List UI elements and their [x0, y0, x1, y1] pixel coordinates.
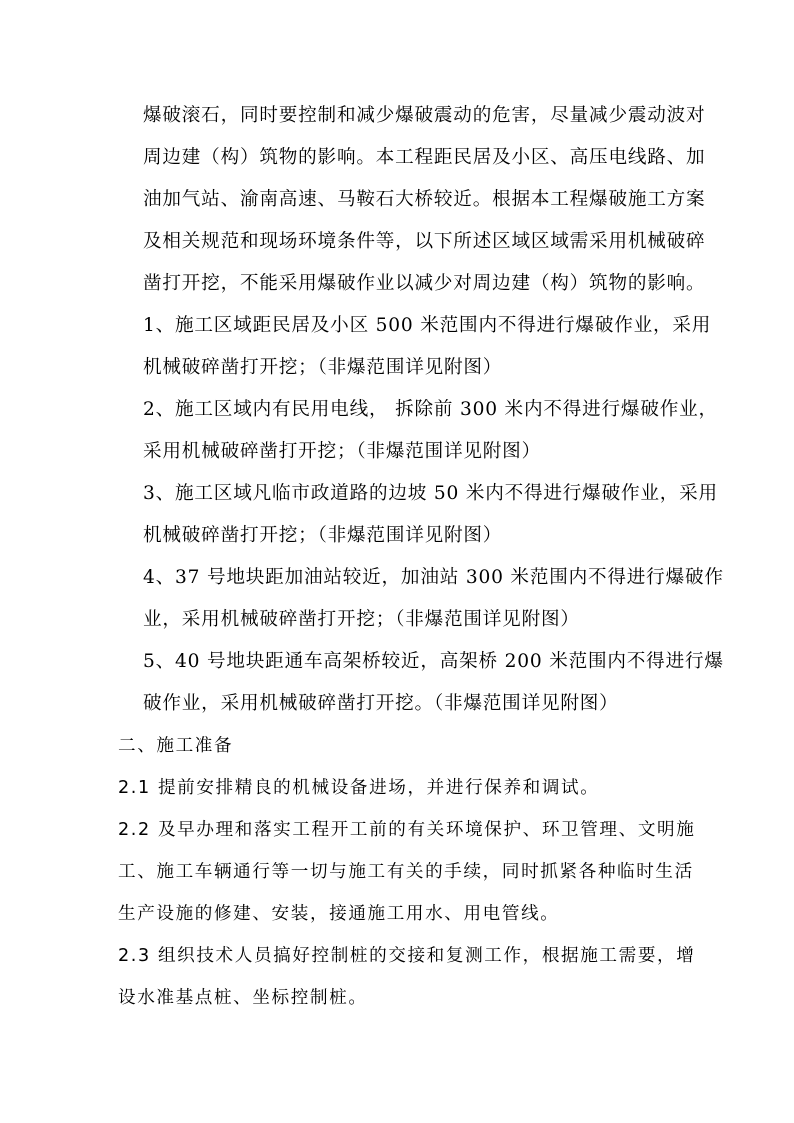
section-paragraph-line: 生产设施的修建、安装，接通施工用水、用电管线。 [118, 904, 560, 924]
section-paragraph-line: 2.3 组织技术人员搞好控制桩的交接和复测工作，根据施工需要，增 [118, 946, 696, 966]
body-text-line: 爆破滚石，同时要控制和减少爆破震动的危害，尽量减少震动波对 [143, 105, 706, 126]
list-item-1-line: 机械破碎凿打开挖；（非爆范围详见附图） [143, 357, 503, 378]
section-paragraph-line: 2.2 及早办理和落实工程开工前的有关环境保护、环卫管理、文明施 [118, 820, 696, 840]
list-item-2-line: 采用机械破碎凿打开挖；（非爆范围详见附图） [143, 441, 541, 462]
section-paragraph-line: 工、施工车辆通行等一切与施工有关的手续，同时抓紧各种临时生活 [118, 862, 694, 882]
list-item-3-line: 3、施工区域凡临市政道路的边坡 50 米内不得进行爆破作业，采用 [143, 483, 718, 504]
section-paragraph-line: 2.1 提前安排精良的机械设备进场，并进行保养和调试。 [118, 778, 600, 798]
list-item-4-line: 4、37 号地块距加油站较近，加油站 300 米范围内不得进行爆破作 [143, 567, 724, 588]
list-item-5-line: 破作业，采用机械破碎凿打开挖。（非爆范围详见附图） [143, 693, 619, 714]
body-text-line: 及相关规范和现场环境条件等，以下所述区域区域需采用机械破碎 [143, 231, 706, 252]
list-item-4-line: 业，采用机械破碎凿打开挖；（非爆范围详见附图） [143, 609, 580, 630]
list-item-3-line: 机械破碎凿打开挖；（非爆范围详见附图） [143, 525, 503, 546]
body-text-line: 凿打开挖，不能采用爆破作业以减少对周边建（构）筑物的影响。 [143, 273, 706, 294]
list-item-2-line: 2、施工区域内有民用电线， 拆除前 300 米内不得进行爆破作业， [143, 399, 718, 420]
body-text-line: 周边建（构）筑物的影响。本工程距民居及小区、高压电线路、加 [143, 147, 706, 168]
body-text-line: 油加气站、渝南高速、马鞍石大桥较近。根据本工程爆破施工方案 [143, 189, 706, 210]
list-item-5-line: 5、40 号地块距通车高架桥较近，高架桥 200 米范围内不得进行爆 [143, 651, 724, 672]
section-heading: 二、施工准备 [118, 736, 234, 756]
list-item-1-line: 1、施工区域距民居及小区 500 米范围内不得进行爆破作业，采用 [143, 315, 712, 336]
section-paragraph-line: 设水准基点桩、坐标控制桩。 [118, 988, 368, 1008]
